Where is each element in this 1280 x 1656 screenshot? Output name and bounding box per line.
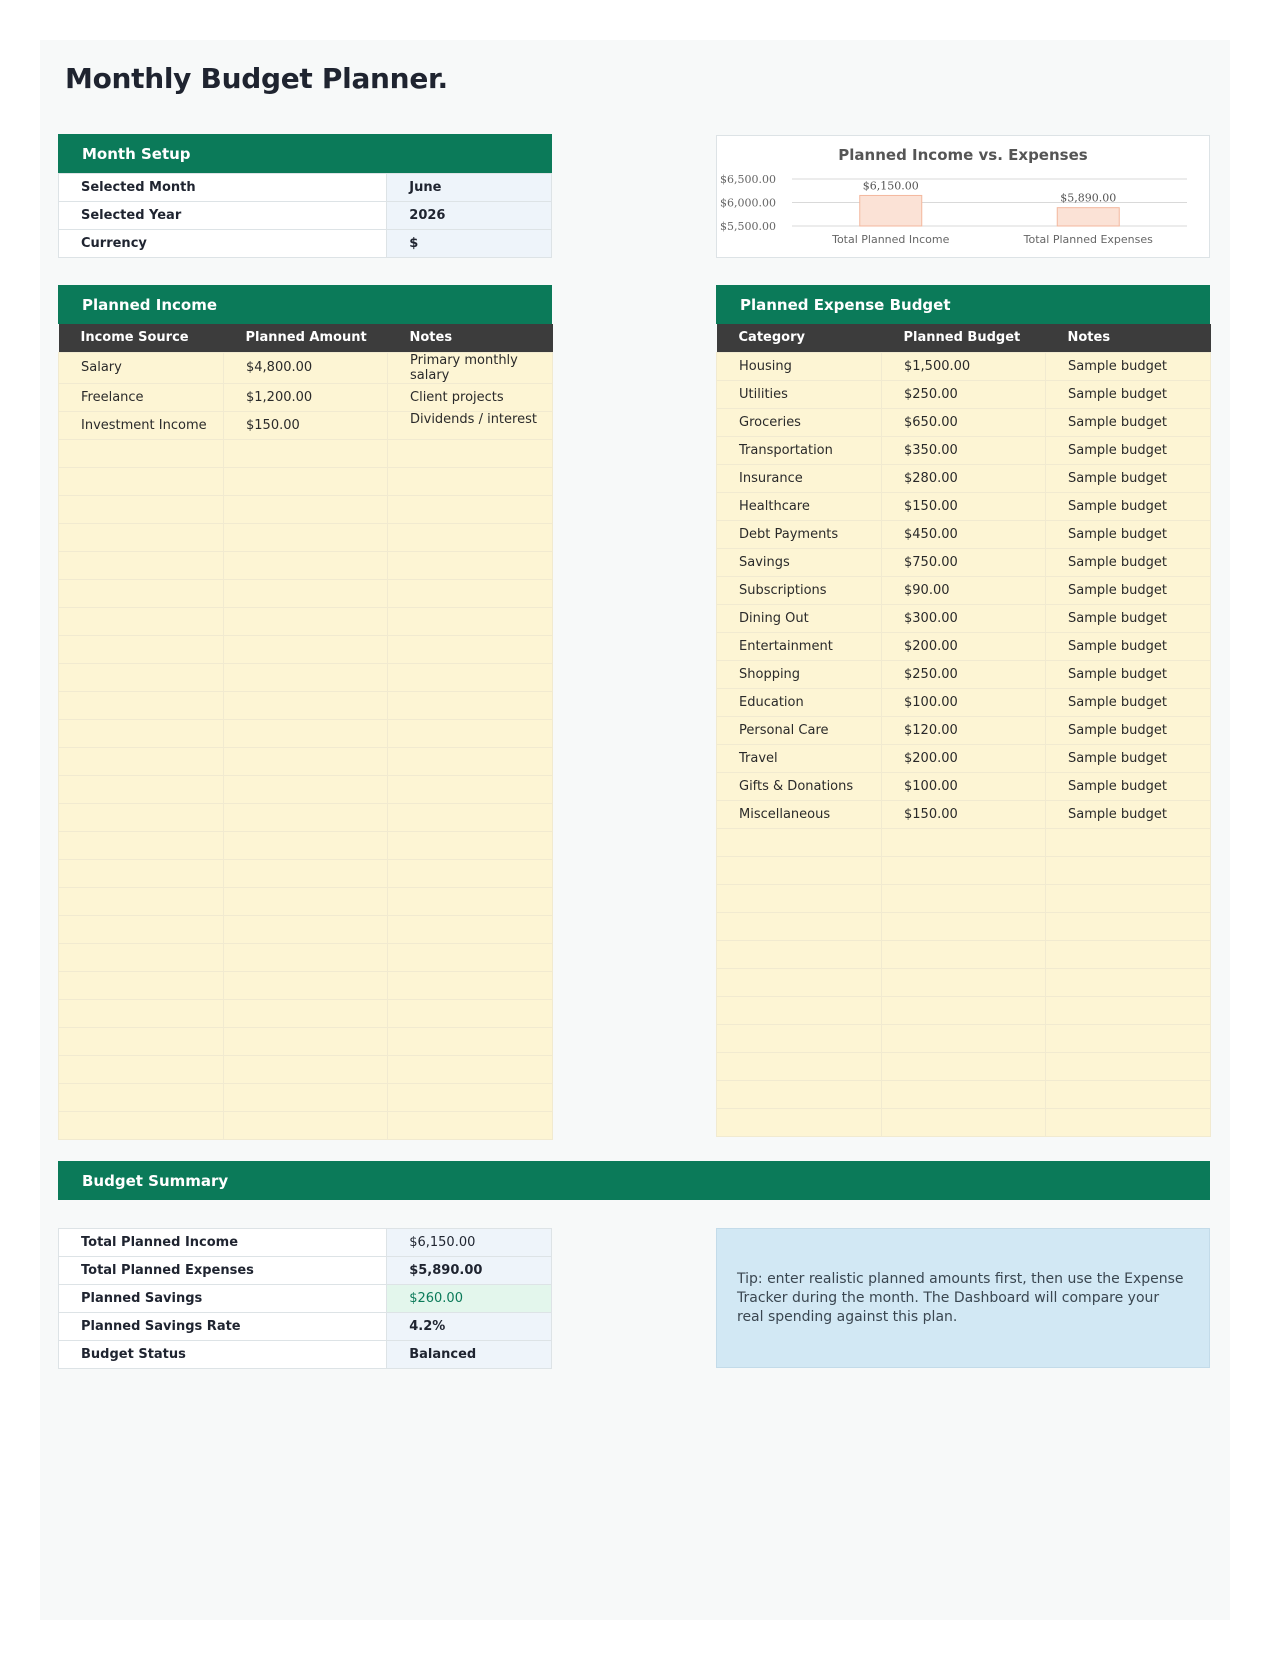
expense-row <box>717 772 1211 800</box>
expense-cell[interactable]: Sample budget <box>1046 716 1211 744</box>
tip-box <box>716 1228 1210 1368</box>
expense-cell[interactable]: Subscriptions <box>717 576 882 604</box>
expense-cell[interactable] <box>882 1052 1046 1080</box>
income-row <box>59 971 553 999</box>
column-header: Notes <box>388 324 553 352</box>
summary-label: Total Planned Expenses <box>59 1257 387 1285</box>
income-cell[interactable] <box>59 495 224 523</box>
income-row <box>59 999 553 1027</box>
income-cell[interactable] <box>388 467 553 495</box>
expense-cell[interactable]: Housing <box>717 352 882 380</box>
expense-cell[interactable]: Utilities <box>717 380 882 408</box>
income-cell[interactable] <box>59 551 224 579</box>
income-cell[interactable] <box>224 1055 388 1083</box>
expense-cell[interactable]: Miscellaneous <box>717 800 882 828</box>
budget-status-value: Balanced <box>387 1341 552 1369</box>
income-cell[interactable] <box>388 1111 553 1139</box>
month-setup-label: Selected Month <box>59 174 387 202</box>
expense-cell[interactable]: Sample budget <box>1046 492 1211 520</box>
expense-row <box>717 604 1211 632</box>
expense-cell[interactable] <box>1046 1108 1211 1136</box>
month-setup-label: Selected Year <box>59 202 387 230</box>
expense-cell[interactable]: Sample budget <box>1046 632 1211 660</box>
income-cell[interactable]: Freelance <box>59 383 224 411</box>
total-planned-expenses-value: $5,890.00 <box>387 1257 552 1285</box>
expense-cell[interactable]: Sample budget <box>1046 576 1211 604</box>
expense-cell[interactable] <box>1046 828 1211 856</box>
expense-cell[interactable] <box>1046 912 1211 940</box>
expense-cell[interactable]: Personal Care <box>717 716 882 744</box>
month-setup-row <box>59 174 552 202</box>
expense-cell[interactable]: $350.00 <box>882 436 1046 464</box>
income-cell[interactable] <box>224 887 388 915</box>
expense-cell[interactable] <box>882 912 1046 940</box>
income-cell[interactable] <box>59 803 224 831</box>
income-cell[interactable] <box>388 1027 553 1055</box>
expense-row <box>717 408 1211 436</box>
expense-cell[interactable]: Insurance <box>717 464 882 492</box>
income-cell[interactable] <box>388 831 553 859</box>
expense-cell[interactable] <box>1046 1052 1211 1080</box>
income-cell[interactable]: Client projects <box>388 383 553 411</box>
income-cell[interactable] <box>59 775 224 803</box>
planned-expense-header <box>716 285 1210 324</box>
column-header: Planned Amount <box>224 324 388 352</box>
bar-value-label: $5,890.00 <box>1060 191 1117 205</box>
income-cell[interactable] <box>224 775 388 803</box>
expense-cell[interactable]: $280.00 <box>882 464 1046 492</box>
income-cell[interactable] <box>59 635 224 663</box>
chart-title: Planned Income vs. Expenses <box>838 146 1088 164</box>
expense-cell[interactable] <box>882 1024 1046 1052</box>
expense-cell[interactable]: Sample budget <box>1046 660 1211 688</box>
income-cell[interactable] <box>59 971 224 999</box>
expense-row <box>717 800 1211 828</box>
bar-value-label: $6,150.00 <box>862 179 919 193</box>
income-cell[interactable] <box>59 1083 224 1111</box>
expense-cell[interactable] <box>882 828 1046 856</box>
income-cell[interactable] <box>59 1111 224 1139</box>
y-tick-label: $6,000.00 <box>720 196 776 210</box>
summary-row <box>59 1229 552 1257</box>
income-header-row <box>59 324 553 352</box>
income-cell[interactable] <box>388 887 553 915</box>
income-row <box>59 495 553 523</box>
income-row <box>59 1027 553 1055</box>
expense-cell[interactable] <box>717 1080 882 1108</box>
planned-income-header <box>58 285 552 324</box>
income-cell[interactable] <box>59 439 224 467</box>
summary-label: Budget Status <box>59 1341 387 1369</box>
planned-income-table <box>58 324 553 1140</box>
income-cell[interactable] <box>224 495 388 523</box>
expense-cell[interactable]: $120.00 <box>882 716 1046 744</box>
expense-row <box>717 548 1211 576</box>
expense-cell[interactable]: $100.00 <box>882 688 1046 716</box>
month-setup-label: Currency <box>59 230 387 258</box>
income-cell[interactable] <box>388 579 553 607</box>
expense-cell[interactable]: Groceries <box>717 408 882 436</box>
expense-cell[interactable]: Sample budget <box>1046 352 1211 380</box>
expense-cell[interactable] <box>717 996 882 1024</box>
expense-cell[interactable]: $250.00 <box>882 660 1046 688</box>
expense-row <box>717 576 1211 604</box>
income-cell[interactable]: Investment Income <box>59 411 224 439</box>
expense-header-row <box>717 324 1211 352</box>
column-header: Notes <box>1046 324 1211 352</box>
income-cell[interactable]: Primary monthly salary <box>388 352 553 383</box>
income-cell[interactable] <box>224 579 388 607</box>
income-row <box>59 887 553 915</box>
expense-cell[interactable]: $650.00 <box>882 408 1046 436</box>
page-title: Monthly Budget Planner. <box>65 62 448 95</box>
income-cell[interactable] <box>224 1111 388 1139</box>
summary-row <box>59 1313 552 1341</box>
chart-plot <box>717 136 1211 259</box>
expense-row <box>717 744 1211 772</box>
expense-cell[interactable] <box>882 856 1046 884</box>
expense-cell[interactable] <box>717 968 882 996</box>
selected-month-field[interactable]: June <box>387 174 552 202</box>
expense-cell[interactable] <box>717 1024 882 1052</box>
expense-row <box>717 1080 1211 1108</box>
column-header: Income Source <box>59 324 224 352</box>
expense-cell[interactable]: $200.00 <box>882 632 1046 660</box>
income-cell[interactable] <box>59 831 224 859</box>
income-row <box>59 915 553 943</box>
income-row <box>59 635 553 663</box>
income-row <box>59 943 553 971</box>
planned-savings-rate-value: 4.2% <box>387 1313 552 1341</box>
expense-cell[interactable]: Sample budget <box>1046 548 1211 576</box>
bar <box>1057 208 1119 226</box>
income-row <box>59 831 553 859</box>
expense-row <box>717 632 1211 660</box>
income-cell[interactable] <box>388 495 553 523</box>
income-cell[interactable] <box>224 971 388 999</box>
expense-row <box>717 940 1211 968</box>
income-cell[interactable] <box>388 971 553 999</box>
income-cell[interactable] <box>388 719 553 747</box>
expense-row <box>717 380 1211 408</box>
planned-expense-table <box>716 324 1211 1137</box>
expense-row <box>717 1052 1211 1080</box>
income-cell[interactable] <box>224 943 388 971</box>
income-row <box>59 1083 553 1111</box>
expense-row <box>717 660 1211 688</box>
month-setup-row <box>59 230 552 258</box>
expense-cell[interactable]: Entertainment <box>717 632 882 660</box>
x-category-label: Total Planned Expenses <box>1023 233 1153 246</box>
expense-row <box>717 492 1211 520</box>
expense-cell[interactable]: $1,500.00 <box>882 352 1046 380</box>
income-row <box>59 775 553 803</box>
planned-expense-heading: Planned Expense Budget <box>740 295 951 314</box>
budget-summary-table <box>58 1228 552 1369</box>
expense-cell[interactable]: $90.00 <box>882 576 1046 604</box>
expense-cell[interactable]: Debt Payments <box>717 520 882 548</box>
income-cell[interactable] <box>59 747 224 775</box>
income-cell[interactable] <box>59 719 224 747</box>
expense-row <box>717 716 1211 744</box>
expense-cell[interactable]: $200.00 <box>882 744 1046 772</box>
summary-label: Total Planned Income <box>59 1229 387 1257</box>
income-cell[interactable] <box>224 719 388 747</box>
income-row <box>59 859 553 887</box>
expense-cell[interactable] <box>717 940 882 968</box>
expense-cell[interactable] <box>717 856 882 884</box>
expense-cell[interactable]: Dining Out <box>717 604 882 632</box>
income-cell[interactable]: $150.00 <box>224 411 388 439</box>
income-cell[interactable]: $1,200.00 <box>224 383 388 411</box>
budget-summary-heading: Budget Summary <box>82 1171 229 1190</box>
income-cell[interactable] <box>59 579 224 607</box>
expense-cell[interactable] <box>717 1052 882 1080</box>
expense-row <box>717 968 1211 996</box>
income-cell[interactable] <box>224 551 388 579</box>
income-cell[interactable] <box>224 691 388 719</box>
income-cell[interactable] <box>388 663 553 691</box>
income-row <box>59 691 553 719</box>
income-row <box>59 383 553 411</box>
month-setup-header <box>58 134 552 173</box>
income-row <box>59 663 553 691</box>
income-cell[interactable] <box>224 747 388 775</box>
expense-cell[interactable] <box>882 996 1046 1024</box>
income-row <box>59 719 553 747</box>
income-row <box>59 467 553 495</box>
income-row <box>59 803 553 831</box>
expense-cell[interactable]: Sample budget <box>1046 520 1211 548</box>
expense-cell[interactable]: Transportation <box>717 436 882 464</box>
expense-cell[interactable] <box>1046 1080 1211 1108</box>
month-setup-table <box>58 173 552 258</box>
income-row <box>59 551 553 579</box>
summary-row <box>59 1285 552 1313</box>
expense-cell[interactable]: $250.00 <box>882 380 1046 408</box>
column-header: Planned Budget <box>882 324 1046 352</box>
expense-cell[interactable] <box>1046 940 1211 968</box>
month-setup-row <box>59 202 552 230</box>
income-row <box>59 352 553 383</box>
expense-cell[interactable]: $150.00 <box>882 800 1046 828</box>
y-tick-label: $5,500.00 <box>720 220 776 233</box>
column-header: Category <box>717 324 882 352</box>
income-cell[interactable] <box>224 607 388 635</box>
income-row <box>59 411 553 439</box>
expense-row <box>717 912 1211 940</box>
income-cell[interactable] <box>59 1027 224 1055</box>
expense-cell[interactable] <box>1046 856 1211 884</box>
expense-cell[interactable]: Sample budget <box>1046 464 1211 492</box>
expense-cell[interactable] <box>882 1080 1046 1108</box>
expense-cell[interactable] <box>1046 968 1211 996</box>
currency-field[interactable]: $ <box>387 230 552 258</box>
expense-cell[interactable] <box>717 912 882 940</box>
income-cell[interactable] <box>224 635 388 663</box>
income-cell[interactable] <box>388 999 553 1027</box>
income-cell[interactable] <box>224 1027 388 1055</box>
income-cell[interactable] <box>388 747 553 775</box>
income-cell[interactable] <box>59 663 224 691</box>
income-vs-expenses-chart <box>716 135 1210 258</box>
income-cell[interactable] <box>388 915 553 943</box>
income-cell[interactable] <box>59 915 224 943</box>
income-cell[interactable] <box>388 1083 553 1111</box>
income-cell[interactable] <box>388 775 553 803</box>
income-cell[interactable] <box>59 467 224 495</box>
expense-row <box>717 688 1211 716</box>
income-cell[interactable] <box>224 523 388 551</box>
bar <box>860 195 922 226</box>
expense-cell[interactable] <box>1046 1024 1211 1052</box>
summary-row <box>59 1341 552 1369</box>
expense-cell[interactable]: Sample budget <box>1046 436 1211 464</box>
income-cell[interactable] <box>224 831 388 859</box>
expense-row <box>717 464 1211 492</box>
expense-cell[interactable] <box>882 884 1046 912</box>
expense-cell[interactable] <box>717 1108 882 1136</box>
planned-income-heading: Planned Income <box>82 295 218 314</box>
income-row <box>59 439 553 467</box>
expense-row <box>717 1024 1211 1052</box>
income-row <box>59 747 553 775</box>
income-cell[interactable] <box>59 523 224 551</box>
expense-cell[interactable]: Sample budget <box>1046 604 1211 632</box>
expense-cell[interactable]: Healthcare <box>717 492 882 520</box>
total-planned-income-value: $6,150.00 <box>387 1229 552 1257</box>
income-cell[interactable] <box>59 999 224 1027</box>
summary-row <box>59 1257 552 1285</box>
expense-cell[interactable] <box>717 828 882 856</box>
income-row <box>59 523 553 551</box>
x-category-label: Total Planned Income <box>832 233 950 246</box>
income-cell[interactable] <box>388 803 553 831</box>
income-cell[interactable] <box>59 607 224 635</box>
income-cell[interactable] <box>388 859 553 887</box>
income-cell[interactable] <box>224 999 388 1027</box>
expense-cell[interactable]: Gifts & Donations <box>717 772 882 800</box>
income-cell[interactable] <box>224 859 388 887</box>
expense-cell[interactable] <box>882 940 1046 968</box>
expense-cell[interactable]: Sample budget <box>1046 800 1211 828</box>
expense-cell[interactable]: $450.00 <box>882 520 1046 548</box>
expense-cell[interactable]: Travel <box>717 744 882 772</box>
expense-cell[interactable]: Sample budget <box>1046 380 1211 408</box>
expense-cell[interactable]: $150.00 <box>882 492 1046 520</box>
expense-cell[interactable] <box>1046 884 1211 912</box>
income-cell[interactable] <box>224 915 388 943</box>
income-cell[interactable] <box>59 691 224 719</box>
tip-text: Tip: enter realistic planned amounts first, then use the Expense Tracker during the month. The Dashboard will compare your real spending against this plan. <box>737 1270 1184 1325</box>
income-cell[interactable] <box>224 467 388 495</box>
expense-cell[interactable]: Shopping <box>717 660 882 688</box>
income-row <box>59 1055 553 1083</box>
planned-savings-value: $260.00 <box>387 1285 552 1313</box>
income-cell[interactable] <box>388 635 553 663</box>
expense-row <box>717 996 1211 1024</box>
summary-label: Planned Savings Rate <box>59 1313 387 1341</box>
income-cell[interactable] <box>224 663 388 691</box>
expense-row <box>717 884 1211 912</box>
income-cell[interactable] <box>388 1055 553 1083</box>
income-cell[interactable] <box>59 887 224 915</box>
income-row <box>59 579 553 607</box>
income-cell[interactable] <box>224 439 388 467</box>
income-cell[interactable]: Dividends / interest <box>388 411 553 439</box>
expense-cell[interactable]: $300.00 <box>882 604 1046 632</box>
income-row <box>59 607 553 635</box>
income-cell[interactable] <box>388 439 553 467</box>
expense-cell[interactable]: Sample budget <box>1046 772 1211 800</box>
expense-cell[interactable]: Savings <box>717 548 882 576</box>
summary-label: Planned Savings <box>59 1285 387 1313</box>
income-cell[interactable] <box>388 691 553 719</box>
expense-cell[interactable] <box>882 968 1046 996</box>
income-cell[interactable] <box>224 803 388 831</box>
expense-row <box>717 828 1211 856</box>
budget-summary-header <box>58 1161 1210 1200</box>
selected-year-field[interactable]: 2026 <box>387 202 552 230</box>
expense-row <box>717 1108 1211 1136</box>
expense-cell[interactable] <box>717 884 882 912</box>
expense-row <box>717 856 1211 884</box>
expense-cell[interactable]: $100.00 <box>882 772 1046 800</box>
income-cell[interactable] <box>59 943 224 971</box>
month-setup-heading: Month Setup <box>82 144 191 163</box>
income-cell[interactable] <box>388 551 553 579</box>
expense-cell[interactable]: Education <box>717 688 882 716</box>
income-cell[interactable] <box>388 523 553 551</box>
expense-cell[interactable] <box>1046 996 1211 1024</box>
income-cell[interactable] <box>59 859 224 887</box>
expense-cell[interactable]: $750.00 <box>882 548 1046 576</box>
income-cell[interactable] <box>59 1055 224 1083</box>
income-cell[interactable]: Salary <box>59 352 224 383</box>
expense-cell[interactable]: Sample budget <box>1046 408 1211 436</box>
income-cell[interactable] <box>388 943 553 971</box>
income-cell[interactable] <box>224 1083 388 1111</box>
expense-row <box>717 352 1211 380</box>
income-row <box>59 1111 553 1139</box>
y-tick-label: $6,500.00 <box>720 173 776 186</box>
income-cell[interactable] <box>388 607 553 635</box>
expense-row <box>717 436 1211 464</box>
expense-cell[interactable]: Sample budget <box>1046 744 1211 772</box>
expense-row <box>717 520 1211 548</box>
expense-cell[interactable] <box>882 1108 1046 1136</box>
income-cell[interactable]: $4,800.00 <box>224 352 388 383</box>
expense-cell[interactable]: Sample budget <box>1046 688 1211 716</box>
